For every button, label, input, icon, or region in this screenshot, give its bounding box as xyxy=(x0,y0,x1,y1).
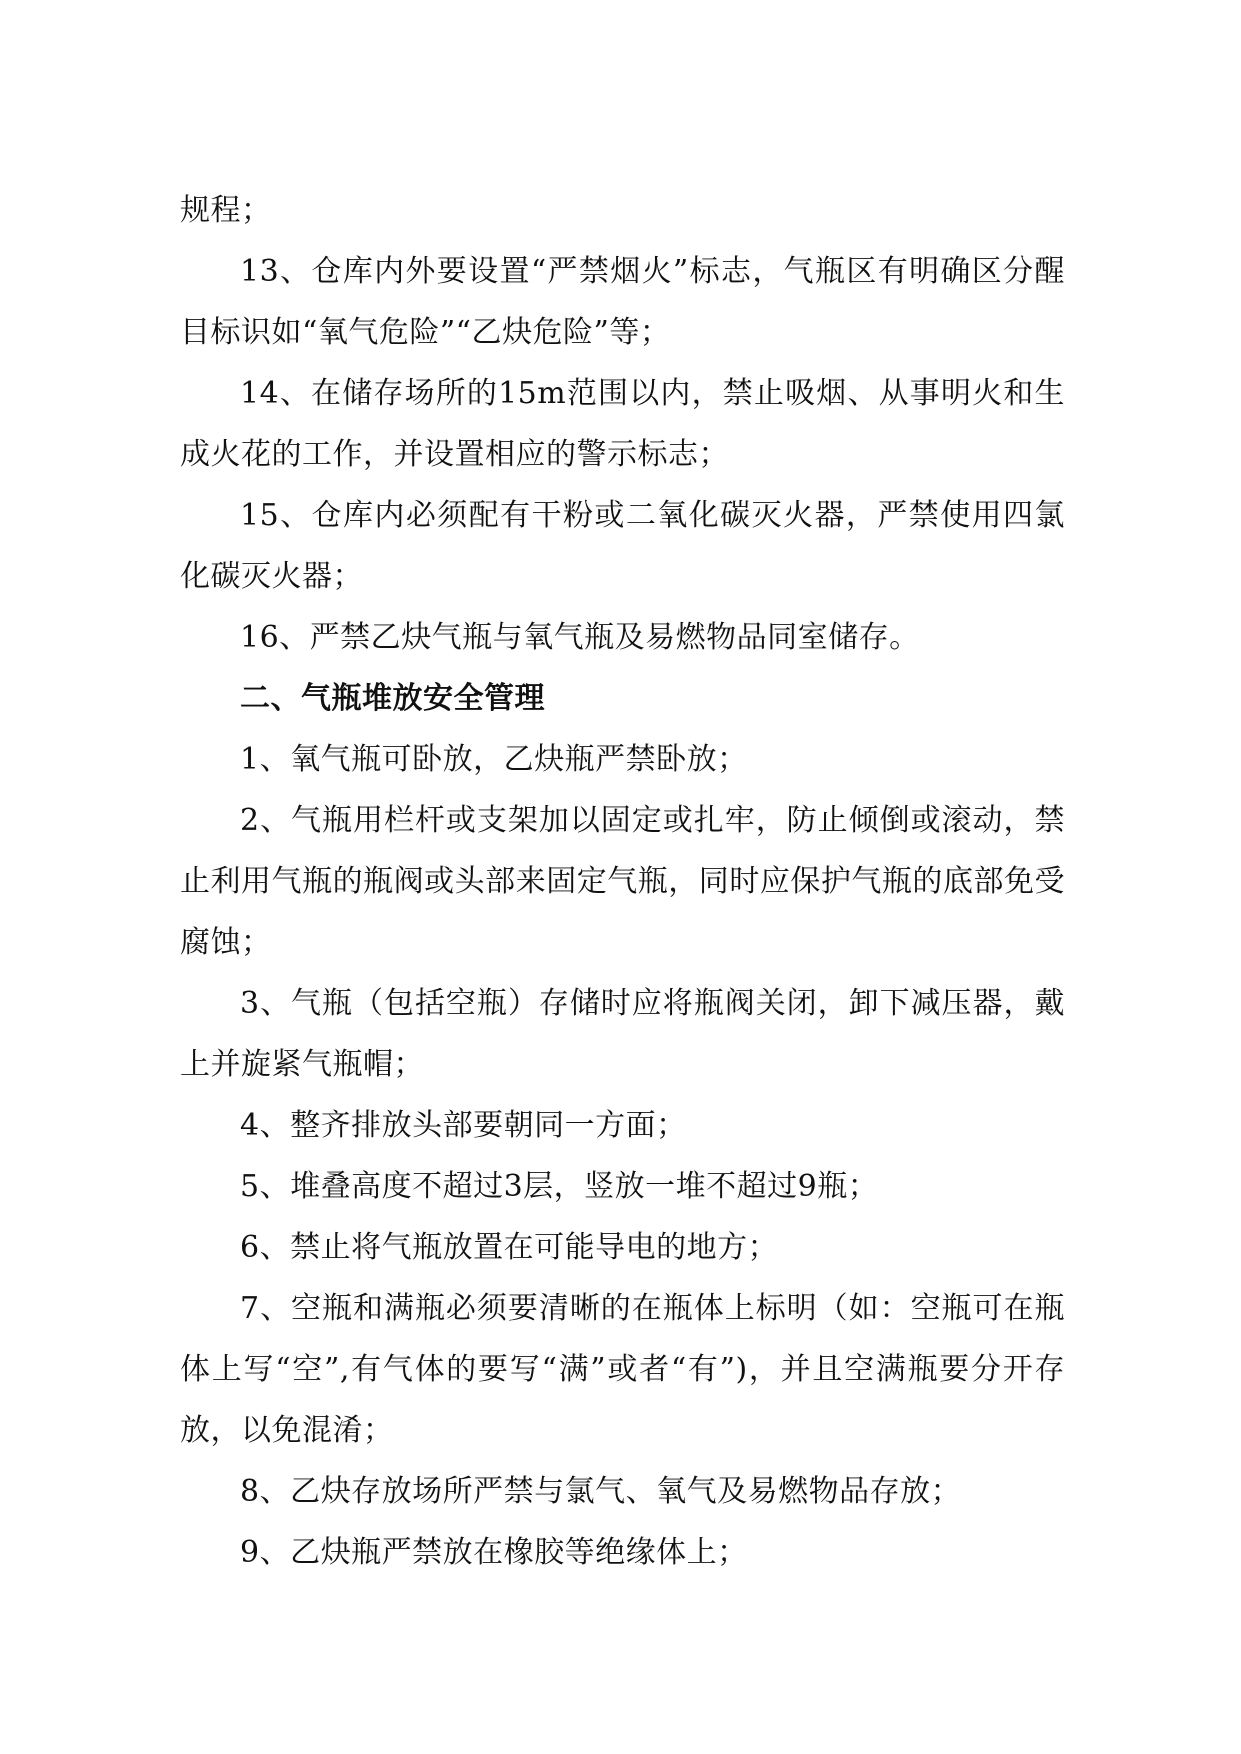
paragraph-item-8: 8、乙炔存放场所严禁与氯气、氧气及易燃物品存放； xyxy=(240,1474,962,1509)
paragraph-item-16: 16、严禁乙炔气瓶与氧气瓶及易燃物品同室储存。 xyxy=(240,620,920,655)
paragraph-item-9: 9、乙炔瓶严禁放在橡胶等绝缘体上； xyxy=(240,1535,748,1570)
paragraph-continuation: 规程； xyxy=(180,193,272,228)
section-heading: 二、气瓶堆放安全管理 xyxy=(240,681,545,716)
paragraph-item-14: 14、在储存场所的15m范围以内，禁止吸烟、从事明火和生成火花的工作，并设置相应的警示标志； xyxy=(180,376,1065,472)
paragraph-item-2: 2、气瓶用栏杆或支架加以固定或扎牢，防止倾倒或滚动，禁止利用气瓶的瓶阀或头部来固定气瓶，同时应保护气瓶的底部免受腐蚀； xyxy=(180,803,1065,960)
paragraph-item-7: 7、空瓶和满瓶必须要清晰的在瓶体上标明（如：空瓶可在瓶体上写“空”,有气体的要写“满”或者“有”)，并且空满瓶要分开存放，以免混淆； xyxy=(180,1291,1065,1448)
paragraph-item-5: 5、堆叠高度不超过3层，竖放一堆不超过9瓶； xyxy=(240,1169,879,1204)
paragraph-item-6: 6、禁止将气瓶放置在可能导电的地方； xyxy=(240,1230,779,1265)
paragraph-item-15: 15、仓库内必须配有干粉或二氧化碳灭火器，严禁使用四氯化碳灭火器； xyxy=(180,498,1065,594)
paragraph-item-1: 1、氧气瓶可卧放，乙炔瓶严禁卧放； xyxy=(240,742,748,777)
document-page xyxy=(180,180,1065,1583)
paragraph-item-3: 3、气瓶（包括空瓶）存储时应将瓶阀关闭，卸下减压器，戴上并旋紧气瓶帽； xyxy=(180,986,1065,1082)
paragraph-item-13: 13、仓库内外要设置“严禁烟火”标志，气瓶区有明确区分醒目标识如“氧气危险”“乙炔危险”等； xyxy=(180,254,1065,350)
paragraph-item-4: 4、整齐排放头部要朝同一方面； xyxy=(240,1108,687,1143)
